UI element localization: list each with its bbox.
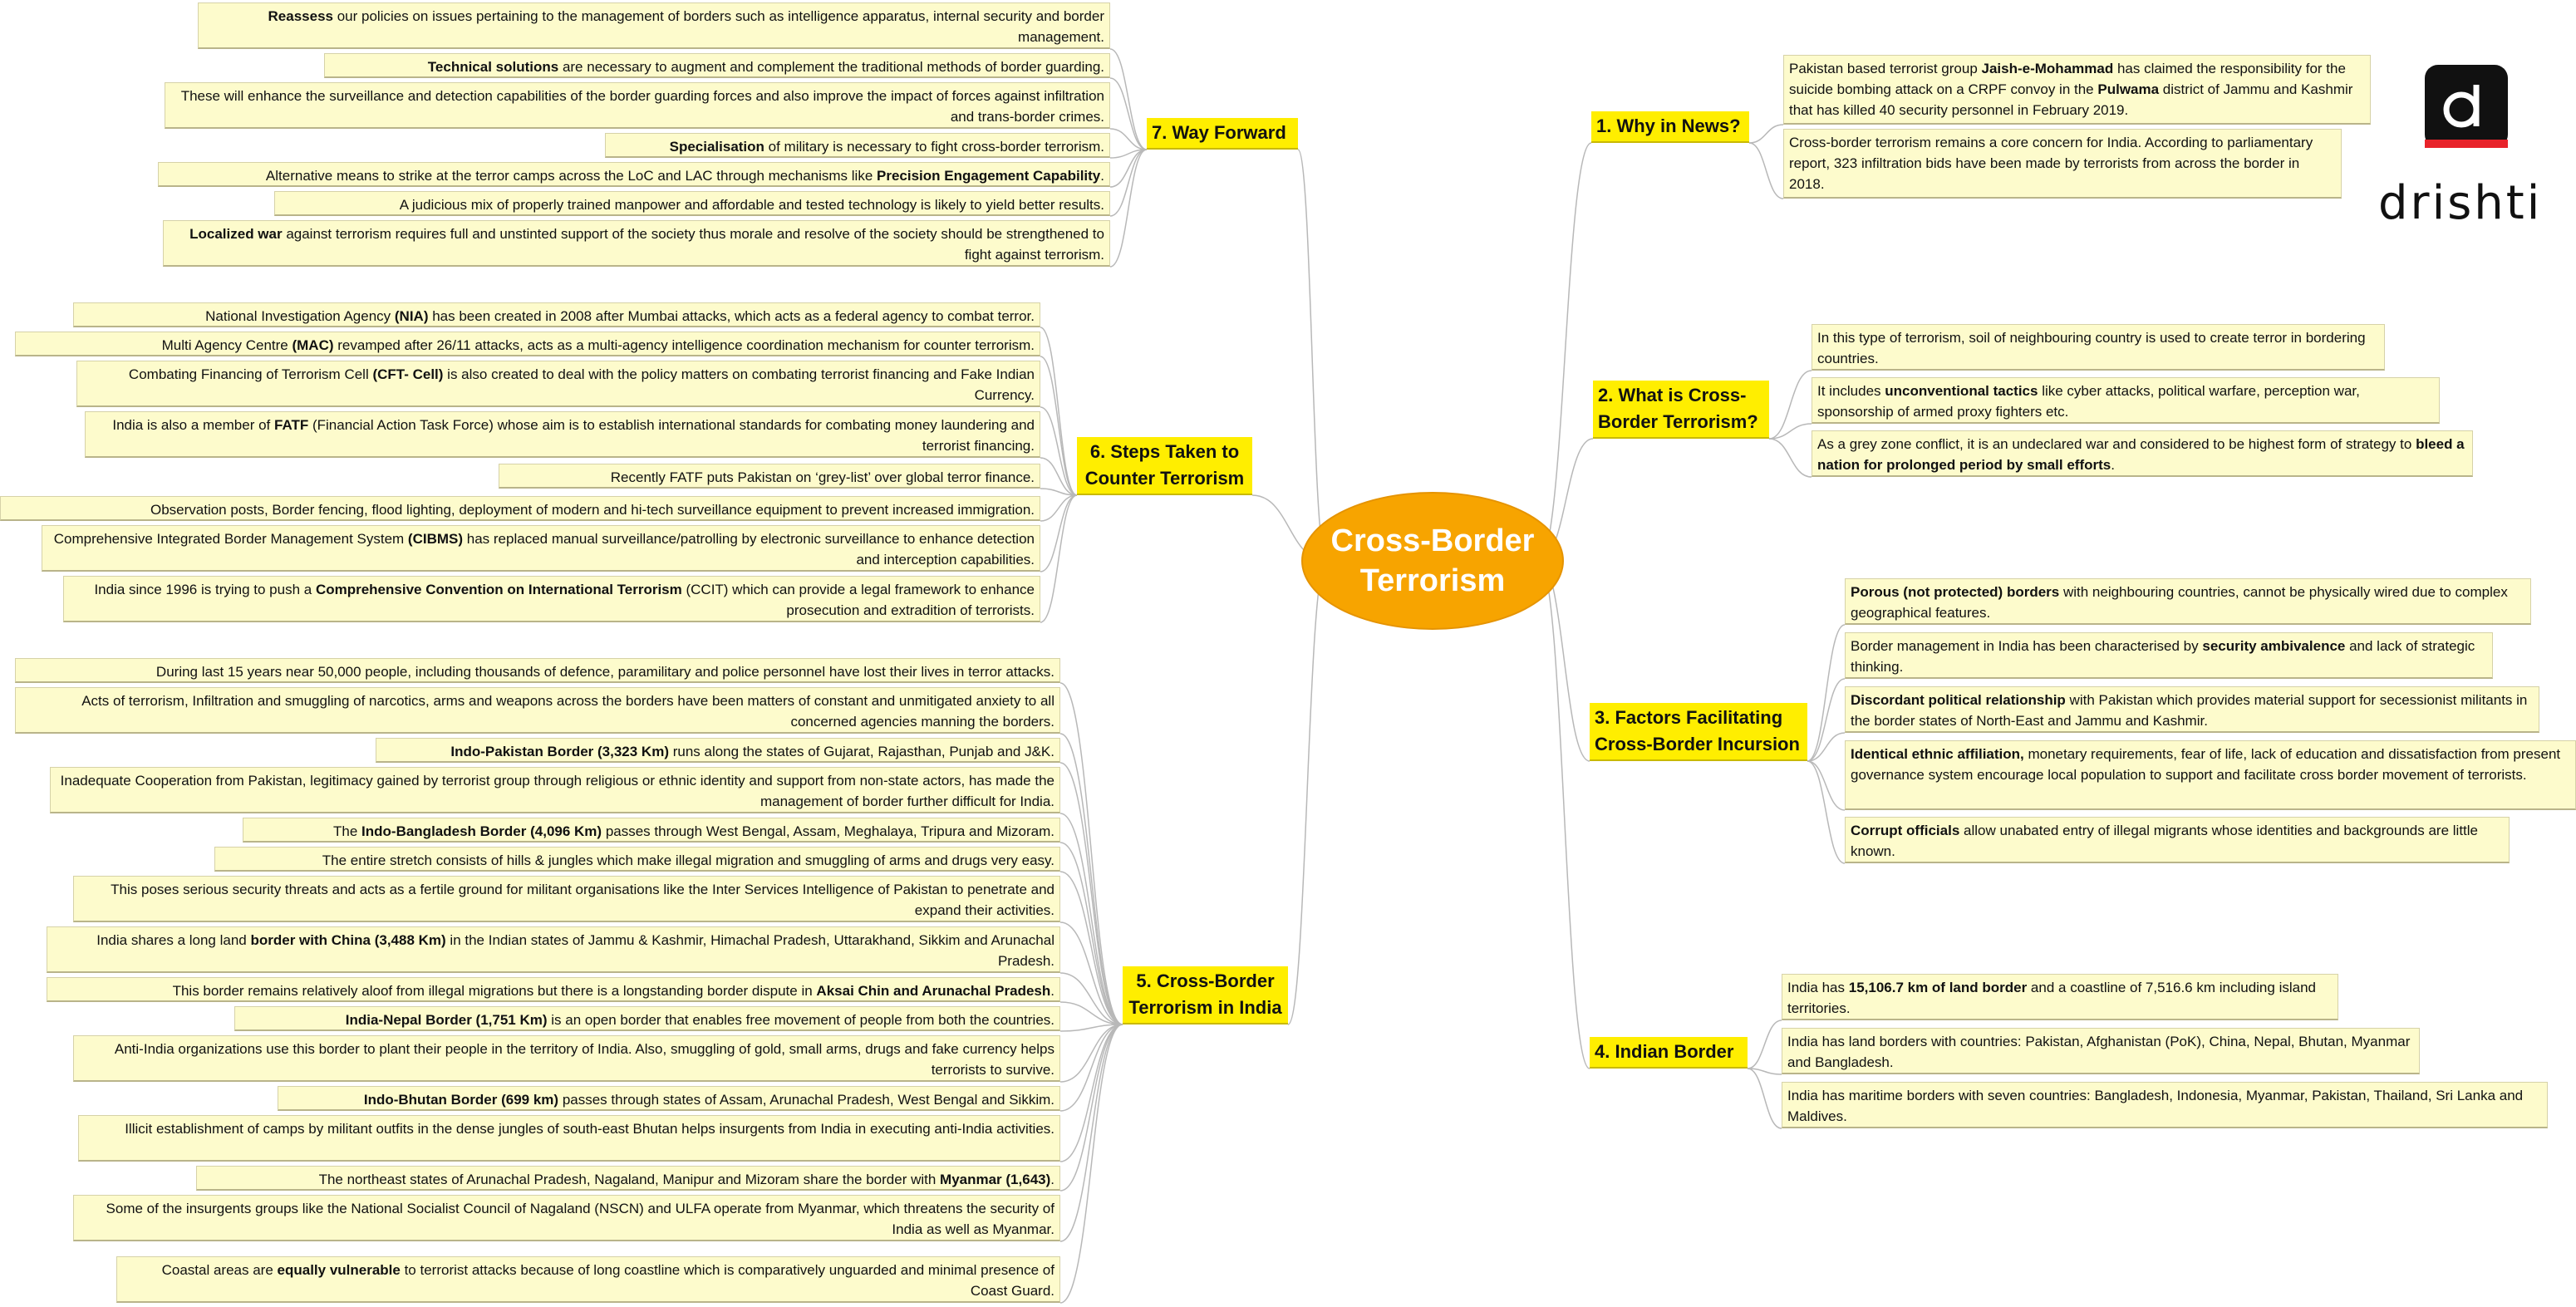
- note-indian-border: India has land borders with countries: Pakistan, Afghanistan (PoK), China, Nepal, Bhutan, Myanmar and Bangladesh.: [1782, 1028, 2420, 1074]
- note-steps-taken: Combating Financing of Terrorism Cell (CFT- Cell) is also created to deal with the policy matters on combating terrorist financing and Fake Indian Currency.: [76, 361, 1040, 407]
- connector-n5-note-11: [1060, 1024, 1123, 1111]
- logo-accent-bar: [2425, 140, 2508, 148]
- connector-n2-note-0: [1769, 371, 1812, 439]
- note-cbt-india: Inadequate Cooperation from Pakistan, legitimacy gained by terrorist group through religious or ethnic identity and support from non-state actors, has made the management of border further difficult for India.: [50, 767, 1060, 813]
- connector-n5-note-14: [1060, 1024, 1123, 1241]
- connector-n5-note-6: [1060, 922, 1123, 1024]
- heading-steps-taken[interactable]: 6. Steps Taken to Counter Terrorism: [1077, 437, 1252, 495]
- note-steps-taken: Observation posts, Border fencing, flood lighting, deployment of modern and hi-tech surveillance equipment to prevent increased immigration.: [0, 496, 1040, 521]
- logo-tile: [2425, 65, 2508, 148]
- logo-wordmark: drishti: [2378, 176, 2543, 230]
- note-steps-taken: Comprehensive Integrated Border Management System (CIBMS) has replaced manual surveillance/patrolling by electronic surveillance to enhance detection and interception capabilities.: [42, 525, 1040, 572]
- note-indian-border: India has 15,106.7 km of land border and a coastline of 7,516.6 km including island territories.: [1782, 974, 2338, 1020]
- heading-way-forward[interactable]: 7. Way Forward: [1147, 118, 1298, 150]
- note-why-in-news: Pakistan based terrorist group Jaish-e-Mohammad has claimed the responsibility for the suicide bombing attack on a CRPF convoy in the Pulwama district of Jammu and Kashmir that has killed 40 security personnel in February 2019.: [1783, 55, 2371, 125]
- note-way-forward: A judicious mix of properly trained manpower and affordable and tested technology is likely to yield better results.: [274, 191, 1110, 216]
- connector-n5-note-12: [1060, 1024, 1123, 1162]
- note-factors: Discordant political relationship with Pakistan which provides material support for secessionist militants in the border states of North-East and Jammu and Kashmir.: [1845, 686, 2539, 733]
- connector-n3-note-3: [1807, 761, 1845, 810]
- connector-n1-note-1: [1749, 143, 1783, 199]
- connector-n6-note-1: [1040, 356, 1077, 495]
- note-steps-taken: India since 1996 is trying to push a Comprehensive Convention on International Terrorism (CCIT) which can provide a legal framework to enhance prosecution and extradition of terrorists.: [63, 576, 1040, 622]
- note-what-is: As a grey zone conflict, it is an undeclared war and considered to be highest form of strategy to bleed a nation for prolonged period by small efforts.: [1812, 430, 2473, 477]
- connector-center-n5: [1288, 561, 1326, 1024]
- note-way-forward: Alternative means to strike at the terror camps across the LoC and LAC through mechanisms like Precision Engagement Capability.: [158, 162, 1110, 187]
- note-way-forward: Reassess our policies on issues pertaining to the management of borders such as intelligence apparatus, internal security and border management.: [198, 2, 1110, 49]
- connector-n7-note-0: [1110, 49, 1147, 150]
- note-cbt-india: Indo-Bhutan Border (699 km) passes through states of Assam, Arunachal Pradesh, West Bengal and Sikkim.: [278, 1086, 1060, 1111]
- note-factors: Porous (not protected) borders with neighbouring countries, cannot be physically wired due to complex geographical features.: [1845, 578, 2531, 625]
- note-way-forward: Localized war against terrorism requires full and unstinted support of the society thus morale and resolve of the society should be strengthened to fight against terrorism.: [163, 220, 1110, 267]
- note-cbt-india: Anti-India organizations use this border to plant their people in the territory of India. Also, smuggling of gold, small arms, drugs and fake currency helps terrorists to survive.: [73, 1035, 1060, 1082]
- connector-n5-note-3: [1060, 813, 1123, 1024]
- heading-cross-border-terrorism-in-india[interactable]: 5. Cross-Border Terrorism in India: [1123, 966, 1288, 1024]
- note-cbt-india: Coastal areas are equally vulnerable to terrorist attacks because of long coastline which is comparatively unguarded and minimal presence of Coast Guard.: [116, 1256, 1060, 1303]
- connector-n5-note-1: [1060, 734, 1123, 1024]
- note-cbt-india: The Indo-Bangladesh Border (4,096 Km) passes through West Bengal, Assam, Meghalaya, Tripura and Mizoram.: [243, 818, 1060, 843]
- connector-n6-note-0: [1040, 327, 1077, 495]
- note-way-forward: These will enhance the surveillance and detection capabilities of the border guarding forces and also improve the impact of forces against infiltration and trans-border crimes.: [165, 82, 1110, 129]
- heading-why-in-news[interactable]: 1. Why in News?: [1591, 111, 1749, 143]
- note-cbt-india: Illicit establishment of camps by militant outfits in the dense jungles of south-east Bhutan helps insurgents from India in executing anti-India activities.: [78, 1115, 1060, 1162]
- note-cbt-india: The entire stretch consists of hills & jungles which make illegal migration and smuggling of arms and drugs very easy.: [214, 847, 1060, 872]
- note-cbt-india: Some of the insurgents groups like the National Socialist Council of Nagaland (NSCN) and ULFA operate from Myanmar, which threatens the security of India as well as Myanmar.: [73, 1195, 1060, 1241]
- connector-n6-note-7: [1040, 495, 1077, 622]
- heading-what-is-cross-border-terrorism[interactable]: 2. What is Cross-Border Terrorism?: [1593, 381, 1769, 439]
- note-factors: Corrupt officials allow unabated entry of illegal migrants whose identities and backgrounds are little known.: [1845, 817, 2510, 863]
- note-factors: Identical ethnic affiliation, monetary requirements, fear of life, lack of education and dissatisfaction from present governance system encourage local population to support and facilitate cross border movement of terrorists.: [1845, 740, 2576, 810]
- note-why-in-news: Cross-border terrorism remains a core concern for India. According to parliamentary report, 323 infiltration bids have been made by terrorists from across the border in 2018.: [1783, 129, 2342, 199]
- connector-n1-note-0: [1749, 125, 1783, 143]
- note-steps-taken: Multi Agency Centre (MAC) revamped after 26/11 attacks, acts as a multi-agency intelligence coordination mechanism for counter terrorism.: [15, 332, 1040, 356]
- note-way-forward: Specialisation of military is necessary to fight cross-border terrorism.: [605, 133, 1110, 158]
- connector-n4-note-2: [1748, 1069, 1782, 1128]
- connector-n3-note-0: [1807, 625, 1845, 761]
- note-cbt-india: Acts of terrorism, Infiltration and smuggling of narcotics, arms and weapons across the borders have been matters of constant and unmitigated anxiety to all concerned agencies manning the borders.: [15, 687, 1060, 734]
- note-cbt-india: The northeast states of Arunachal Pradesh, Nagaland, Manipur and Mizoram share the border with Myanmar (1,643).: [196, 1166, 1060, 1191]
- note-cbt-india: During last 15 years near 50,000 people, including thousands of defence, paramilitary and police personnel have lost their lives in terror attacks.: [15, 658, 1060, 683]
- note-way-forward: Technical solutions are necessary to augment and complement the traditional methods of border guarding.: [324, 53, 1110, 78]
- note-what-is: In this type of terrorism, soil of neighbouring country is used to create terror in bordering countries.: [1812, 324, 2385, 371]
- connector-n3-note-4: [1807, 761, 1845, 863]
- connector-center-n4: [1539, 561, 1590, 1069]
- central-topic-line-2: Terrorism: [1359, 563, 1506, 598]
- heading-factors-facilitating[interactable]: 3. Factors Facilitating Cross-Border Incursion: [1590, 703, 1807, 761]
- note-cbt-india: This border remains relatively aloof from illegal migrations but there is a longstanding border dispute in Aksai Chin and Arunachal Pradesh.: [47, 977, 1060, 1002]
- connector-n5-note-2: [1060, 763, 1123, 1024]
- note-cbt-india: India shares a long land border with China (3,488 Km) in the Indian states of Jammu & Kashmir, Himachal Pradesh, Uttarakhand, Sikkim and Arunachal Pradesh.: [47, 926, 1060, 973]
- note-steps-taken: Recently FATF puts Pakistan on ‘grey-list’ over global terror finance.: [499, 464, 1040, 489]
- connector-n2-note-2: [1769, 439, 1812, 477]
- note-cbt-india: This poses serious security threats and acts as a fertile ground for militant organisations like the Inter Services Intelligence of Pakistan to penetrate and expand their activities.: [73, 876, 1060, 922]
- note-indian-border: India has maritime borders with seven countries: Bangladesh, Indonesia, Myanmar, Pakistan, Thailand, Sri Lanka and Maldives.: [1782, 1082, 2548, 1128]
- connector-center-n7: [1298, 150, 1326, 561]
- heading-indian-border[interactable]: 4. Indian Border: [1590, 1037, 1748, 1069]
- note-factors: Border management in India has been characterised by security ambivalence and lack of strategic thinking.: [1845, 632, 2493, 679]
- connector-center-n1: [1539, 143, 1591, 561]
- note-cbt-india: India-Nepal Border (1,751 Km) is an open border that enables free movement of people from both the countries.: [234, 1006, 1060, 1031]
- connector-n5-note-4: [1060, 843, 1123, 1024]
- connector-n4-note-0: [1748, 1020, 1782, 1069]
- central-topic[interactable]: [1301, 492, 1564, 630]
- note-cbt-india: Indo-Pakistan Border (3,323 Km) runs along the states of Gujarat, Rajasthan, Punjab and J&K.: [376, 738, 1060, 763]
- central-topic-line-1: Cross-Border: [1330, 523, 1535, 558]
- note-steps-taken: India is also a member of FATF (Financial Action Task Force) whose aim is to establish international standards for combating money laundering and terrorist financing.: [85, 411, 1040, 458]
- connector-n6-note-2: [1040, 407, 1077, 495]
- note-what-is: It includes unconventional tactics like cyber attacks, political warfare, perception war, sponsorship of armed proxy fighters etc.: [1812, 377, 2440, 424]
- note-steps-taken: National Investigation Agency (NIA) has been created in 2008 after Mumbai attacks, which acts as a federal agency to combat terror.: [73, 302, 1040, 327]
